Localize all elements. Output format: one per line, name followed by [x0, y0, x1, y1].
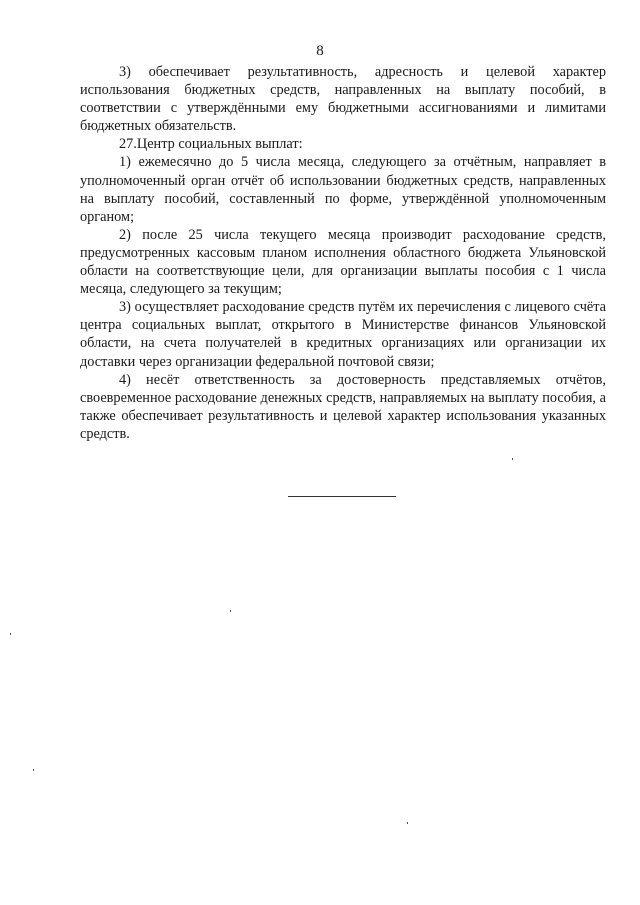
end-of-text-rule [288, 496, 396, 497]
scan-speck [512, 458, 513, 460]
page-number: 8 [316, 43, 324, 59]
paragraph-27-2: 2) после 25 числа текущего месяца производит расходование средств, предусмотренных кассовым планом исполнения областного бюджета Ульяновской области на соответствующие цели, для организации выплаты пособия с 1 числа месяца, следующего за текущим; [80, 226, 606, 298]
paragraph-27-4: 4) несёт ответственность за достоверность представляемых отчётов, своевременное расходование денежных средств, направляемых на выплату пособия, а также обеспечивает результативность и целевой характер использования указанных средств. [80, 371, 606, 442]
document-body [80, 63, 606, 443]
paragraph-27-heading: 27.Центр социальных выплат: [119, 136, 303, 153]
paragraph-27-3: 3) осуществляет расходование средств путём их перечисления с лицевого счёта центра социальных выплат, открытого в Министерстве финансов Ульяновской области, на счета получателей в кредитных организациях или организации их доставки через организации федеральной почтовой связи; [80, 299, 606, 370]
paragraph-27-1: 1) ежемесячно до 5 числа месяца, следующего за отчётным, направляет в уполномоченный орган отчёт об использовании бюджетных средств, направленных на выплату пособий, составленный по форме, утверждённой уполномоченным органом; [80, 154, 606, 225]
paragraph-26-3: 3) обеспечивает результативность, адресность и целевой характер использования бюджетных средств, направленных на выплату пособий, в соответствии с утверждёнными ему бюджетными ассигнованиями и лимитами бюджетных обязательств. [80, 64, 606, 135]
scan-speck [10, 633, 11, 635]
scan-speck [33, 769, 34, 771]
scan-speck [407, 822, 408, 824]
scan-speck [230, 610, 231, 612]
